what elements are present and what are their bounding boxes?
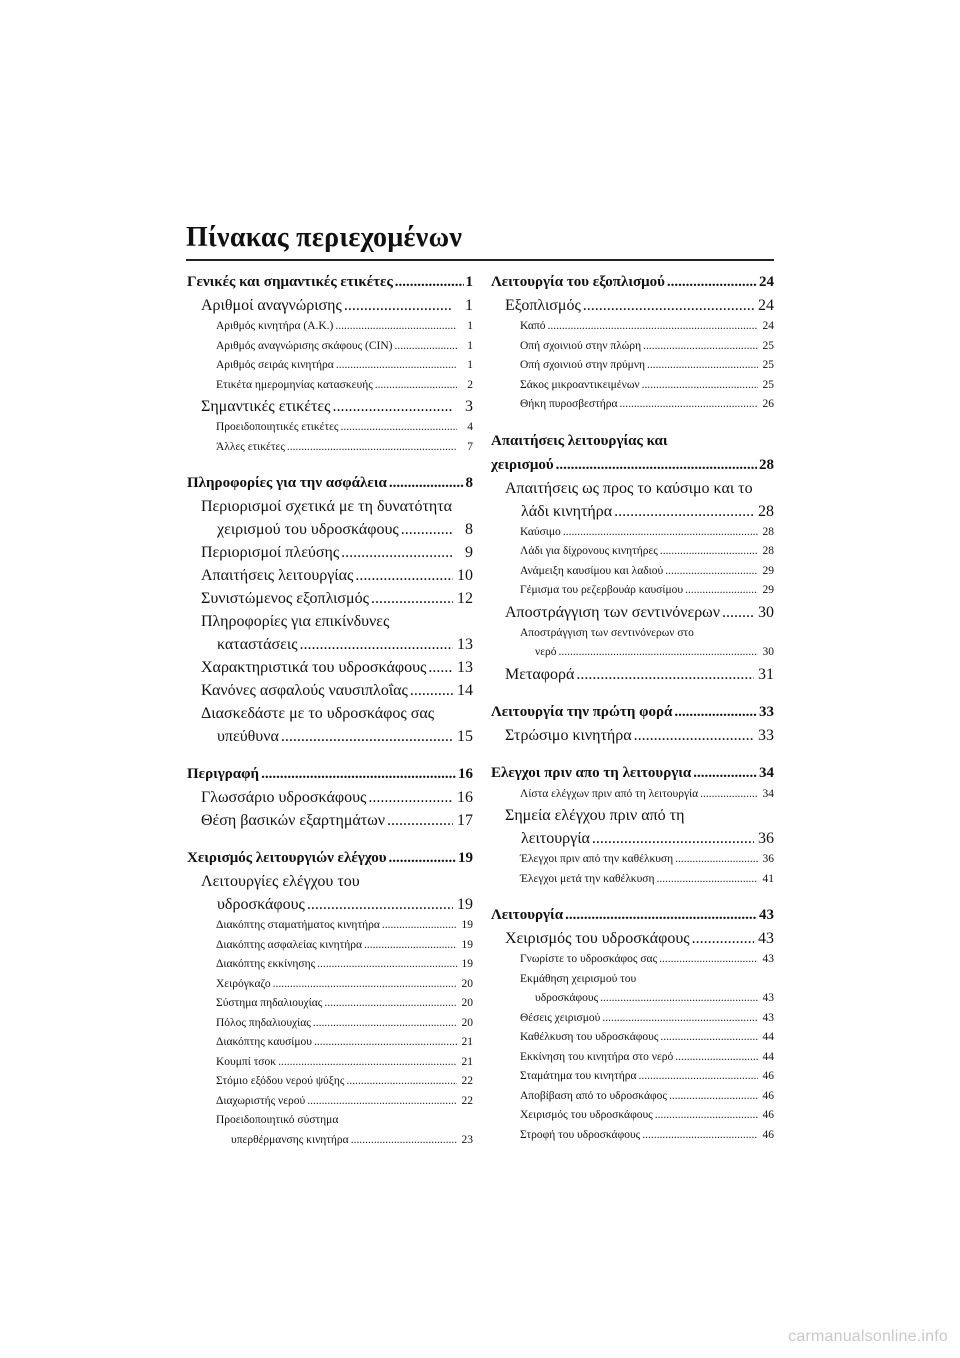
toc-page-number: 28	[759, 456, 774, 473]
dot-leader	[307, 1092, 457, 1112]
toc-entry[interactable]	[187, 916, 473, 936]
toc-entry-title: Θέσεις χειρισμού	[520, 1011, 601, 1024]
dot-leader	[324, 994, 457, 1014]
dot-leader	[389, 471, 464, 495]
dot-leader	[335, 317, 457, 337]
dot-leader	[344, 294, 453, 317]
toc-entry[interactable]	[491, 989, 774, 1009]
toc-page-number: 43	[762, 992, 774, 1004]
dot-leader	[428, 656, 453, 679]
dot-leader	[655, 1106, 758, 1126]
toc-entry-title: Εξοπλισμός	[505, 297, 581, 314]
toc-page-number: 46	[762, 1089, 774, 1102]
toc-entry[interactable]	[187, 633, 473, 656]
toc-page-number: 34	[762, 787, 774, 800]
toc-page-number: 43	[762, 953, 774, 965]
toc-page-number: 28	[758, 502, 774, 520]
toc-entry[interactable]	[491, 761, 774, 785]
dot-leader	[341, 418, 458, 438]
toc-page-number: 26	[762, 398, 774, 410]
dot-leader	[341, 541, 453, 564]
toc-entry[interactable]	[491, 870, 774, 890]
dot-leader	[700, 785, 758, 805]
dot-leader	[675, 1048, 758, 1068]
toc-entry-title: Θήκη πυροσβεστήρα	[520, 398, 618, 410]
toc-entry[interactable]	[491, 376, 774, 396]
toc-entry-heading[interactable]: Διασκεδάστε με το υδροσκάφος σας	[201, 705, 435, 722]
toc-entry-title: Μεταφορά	[505, 665, 575, 683]
dot-leader	[395, 270, 464, 294]
dot-leader	[614, 500, 754, 523]
dot-leader	[619, 395, 758, 415]
toc-entry-title: Χαρακτηριστικά του υδροσκάφους	[201, 659, 427, 676]
dot-leader	[281, 725, 453, 748]
toc-page-number: 28	[762, 525, 774, 538]
toc-entry[interactable]	[491, 601, 774, 624]
toc-entry-title: Οπή σχοινιού στην πλώρη	[520, 339, 642, 352]
toc-section	[187, 471, 473, 748]
toc-page-number: 25	[762, 378, 774, 391]
toc-entry[interactable]	[491, 317, 774, 337]
toc-page-number: 16	[457, 789, 473, 806]
toc-entry-title: Συνιστώμενος εξοπλισμός	[201, 590, 369, 607]
dot-leader	[346, 1072, 457, 1092]
toc-page-number: 33	[758, 726, 774, 744]
toc-entry-heading[interactable]: Πληροφορίες για επικίνδυνες	[201, 613, 390, 630]
dot-leader	[685, 581, 758, 601]
dot-leader	[669, 1087, 758, 1107]
toc-entry-heading[interactable]: Απαιτήσεις ως προς το καύσιμο και το	[505, 479, 753, 497]
dot-leader	[278, 1053, 457, 1073]
toc-page-number: 21	[461, 1036, 473, 1048]
toc-entry[interactable]	[187, 1014, 473, 1034]
dot-leader	[602, 1009, 758, 1029]
toc-entry[interactable]	[491, 337, 774, 357]
toc-page-number: 30	[762, 646, 774, 658]
toc-entry-title: Στροφή του υδροσκάφους	[520, 1128, 641, 1141]
toc-page-number: 17	[457, 812, 473, 829]
dot-leader	[287, 438, 457, 458]
toc-page-number: 25	[762, 359, 774, 371]
toc-entry-title: Κουμπί τσοκ	[216, 1055, 277, 1068]
toc-entry[interactable]	[187, 1131, 473, 1151]
toc-page-number: 19	[458, 850, 473, 866]
toc-column-left	[187, 270, 473, 1164]
toc-page-number: 14	[457, 682, 473, 699]
toc-entry[interactable]	[187, 1092, 473, 1112]
toc-page-number: 1	[467, 320, 473, 332]
toc-entry[interactable]	[491, 453, 774, 477]
toc-entry[interactable]	[491, 1087, 774, 1107]
toc-page-number: 31	[758, 665, 774, 683]
dot-leader	[375, 376, 457, 396]
toc-page-number: 46	[762, 1070, 774, 1082]
toc-entry-title: Έλεγχοι μετά την καθέλκυση	[520, 872, 655, 885]
toc-page-number: 19	[457, 896, 473, 913]
dot-leader	[300, 633, 453, 656]
toc-entry-title: Κανόνες ασφαλούς ναυσιπλοΐας	[201, 682, 408, 699]
dot-leader	[665, 562, 758, 582]
toc-entry[interactable]	[491, 903, 774, 927]
toc-page-number: 13	[457, 636, 473, 653]
toc-page-number: 22	[461, 1094, 473, 1107]
toc-entry[interactable]	[491, 500, 774, 523]
toc-page-number: 15	[457, 728, 473, 745]
dot-leader	[317, 955, 457, 975]
toc-page-number: 23	[461, 1133, 473, 1146]
toc-entry-title: Άλλες ετικέτες	[216, 440, 285, 453]
toc-entry-title: υπερθέρμανσης κινητήρα	[231, 1133, 349, 1146]
toc-entry[interactable]	[187, 395, 473, 418]
toc-entry-heading[interactable]: Απαιτήσεις λειτουργίας και	[491, 432, 668, 449]
toc-entry[interactable]	[491, 927, 774, 950]
toc-section	[187, 762, 473, 832]
toc-entry-title: Καύσιμο	[520, 525, 561, 538]
dot-leader	[556, 453, 757, 477]
dot-leader	[410, 679, 453, 702]
dot-leader	[387, 809, 453, 832]
toc-entry-title: Πόλος πηδαλιουχίας	[216, 1016, 311, 1029]
dot-leader	[559, 643, 758, 663]
toc-entry-title: Λίστα ελέγχων πριν από τη λειτουργία	[520, 787, 699, 800]
toc-entry[interactable]	[491, 562, 774, 582]
dot-leader	[389, 846, 456, 870]
toc-entry-title: Διαχωριστής νερού	[216, 1094, 306, 1107]
toc-entry-title: Οπή σχοινιού στην πρύμνη	[520, 359, 646, 371]
toc-entry[interactable]	[187, 317, 473, 337]
dot-leader	[307, 893, 453, 916]
toc-entry-title: Διακόπτης εκκίνησης	[216, 958, 316, 970]
toc-entry-title: Λάδι για δίχρονους κινητήρες	[520, 545, 658, 557]
dot-leader	[563, 523, 758, 543]
dot-leader	[261, 762, 456, 786]
toc-entry-title: Γλωσσάριο υδροσκάφους	[201, 789, 367, 806]
dot-leader	[355, 564, 453, 587]
toc-page-number: 29	[762, 564, 774, 577]
toc-page-number: 13	[457, 659, 473, 676]
dot-leader	[600, 989, 758, 1009]
toc-page-number: 16	[458, 766, 473, 782]
dot-leader	[674, 700, 757, 724]
toc-entry[interactable]	[187, 762, 473, 786]
dot-leader	[642, 1126, 758, 1146]
toc-entry[interactable]	[187, 725, 473, 748]
toc-section	[491, 700, 774, 747]
dot-leader	[313, 1014, 457, 1034]
toc-section	[491, 429, 774, 686]
toc-entry[interactable]	[491, 950, 774, 970]
toc-entry-title: Προειδοποιητικές ετικέτες	[216, 421, 339, 433]
toc-entry[interactable]	[187, 846, 473, 870]
toc-entry-title: Έλεγχοι πριν από την καθέλκυση	[520, 853, 674, 865]
toc-page-number: 20	[461, 977, 473, 990]
toc-entry[interactable]	[491, 294, 774, 317]
toc-page-number: 41	[762, 872, 774, 885]
dot-leader	[638, 1067, 758, 1087]
toc-entry-title: Αριθμός κινητήρα (Α.Κ.)	[216, 320, 334, 332]
toc-entry[interactable]	[187, 270, 473, 294]
toc-section	[491, 761, 774, 890]
toc-entry-heading[interactable]: Προειδοποιητικό σύστημα	[216, 1114, 339, 1126]
toc-entry[interactable]	[491, 1048, 774, 1068]
toc-entry-title: Διακόπτης καυσίμου	[216, 1036, 312, 1048]
toc-page-number: 46	[762, 1128, 774, 1141]
toc-entry[interactable]	[187, 356, 473, 376]
toc-page-number: 2	[467, 378, 473, 391]
toc-entry-title: Περιορισμοί πλεύσης	[201, 544, 340, 561]
toc-entry[interactable]	[187, 541, 473, 564]
toc-entry-title: Χειρόγκαζο	[216, 977, 271, 990]
toc-entry[interactable]	[491, 850, 774, 870]
toc-entry-title: Σημαντικές ετικέτες	[201, 398, 331, 415]
toc-entry-title: Γενικές και σημαντικές ετικέτες	[187, 274, 393, 290]
toc-page-number: 25	[762, 339, 774, 352]
dot-leader	[634, 724, 754, 747]
dot-leader	[565, 903, 757, 927]
toc-entry[interactable]	[491, 581, 774, 601]
dot-leader	[314, 1033, 457, 1053]
toc-entry[interactable]	[187, 294, 473, 317]
toc-page-number: 33	[759, 703, 774, 720]
toc-page-number: 1	[465, 297, 473, 314]
toc-entry[interactable]	[187, 587, 473, 610]
toc-page-number: 43	[758, 930, 774, 947]
dot-leader	[576, 663, 754, 686]
toc-section	[491, 903, 774, 1145]
toc-entry[interactable]	[187, 376, 473, 396]
dot-leader	[642, 376, 758, 396]
dot-leader	[332, 395, 453, 418]
toc-entry[interactable]	[187, 518, 473, 541]
toc-entry-title: Σάκος μικροαντικειμένων	[520, 378, 640, 391]
toc-page-number: 1	[467, 359, 473, 371]
toc-entry[interactable]	[491, 700, 774, 724]
toc-section	[187, 270, 473, 457]
toc-entry-title: Ελεγχοι πριν απο τη λειτουργια	[491, 764, 692, 781]
toc-entry[interactable]	[491, 827, 774, 850]
toc-entry-title: Αριθμός σειράς κινητήρα	[216, 359, 334, 371]
dot-leader	[647, 356, 758, 376]
toc-entry[interactable]	[491, 542, 774, 562]
toc-entry-title: νερό	[535, 646, 557, 658]
toc-entry[interactable]	[187, 337, 473, 357]
toc-entry[interactable]	[491, 1028, 774, 1048]
dot-leader	[643, 337, 758, 357]
watermark: carmanualsonline.info	[788, 1328, 948, 1345]
dot-leader	[675, 850, 758, 870]
dot-leader	[583, 294, 754, 317]
toc-entry[interactable]	[491, 356, 774, 376]
toc-entry[interactable]	[187, 679, 473, 702]
title-rule	[186, 259, 774, 261]
toc-page-number: 46	[762, 1109, 774, 1121]
toc-entry-heading[interactable]: Σημεία ελέγχου πριν από τη	[505, 807, 685, 824]
toc-page-number: 8	[465, 521, 473, 538]
toc-entry[interactable]	[187, 975, 473, 995]
toc-entry-title: Στρώσιμο κινητήρα	[505, 726, 632, 744]
toc-entry[interactable]	[491, 785, 774, 805]
toc-entry-title: λάδι κινητήρα	[521, 502, 613, 520]
dot-leader	[401, 518, 453, 541]
dot-leader	[336, 356, 457, 376]
toc-entry[interactable]	[187, 994, 473, 1014]
toc-entry-title: Περιγραφή	[187, 766, 260, 782]
toc-entry-heading[interactable]: Αποστράγγιση των σεντινόνερων στο	[520, 626, 694, 639]
toc-page-number: 34	[759, 764, 774, 781]
toc-entry[interactable]	[491, 270, 774, 294]
toc-page-number: 43	[762, 1011, 774, 1024]
toc-entry-title: Γέμισμα του ρεζερβουάρ καυσίμου	[520, 584, 684, 596]
toc-entry-title: Αποστράγγιση των σεντινόνερων	[505, 603, 720, 621]
toc-entry-title: Καθέλκυση του υδροσκάφους	[520, 1031, 659, 1043]
toc-page-number: 36	[762, 853, 774, 865]
toc-entry[interactable]	[187, 936, 473, 956]
toc-entry-title: υδροσκάφους	[535, 992, 599, 1004]
toc-entry[interactable]	[187, 1053, 473, 1073]
toc-entry-title: Απαιτήσεις λειτουργίας	[201, 567, 354, 584]
toc-page-number: 20	[461, 997, 473, 1009]
toc-entry-title: Λειτουργία του εξοπλισμού	[491, 274, 665, 290]
toc-entry[interactable]	[491, 1126, 774, 1146]
toc-page-number: 19	[461, 938, 473, 951]
toc-entry[interactable]	[491, 724, 774, 747]
toc-entry[interactable]	[491, 1009, 774, 1029]
toc-entry[interactable]	[491, 1106, 774, 1126]
toc-page-number: 28	[762, 545, 774, 557]
toc-section	[187, 846, 473, 1150]
toc-entry[interactable]	[187, 418, 473, 438]
dot-leader	[722, 601, 754, 624]
toc-entry-title: Θέση βασικών εξαρτημάτων	[201, 812, 385, 829]
toc-entry-title: Λειτουργία την πρώτη φορά	[491, 703, 673, 720]
dot-leader	[667, 270, 757, 294]
toc-entry-title: Χειρισμός του υδροσκάφους	[520, 1109, 653, 1121]
page-title: Πίνακας περιεχομένων	[186, 222, 463, 253]
dot-leader	[364, 936, 457, 956]
toc-page-number: 24	[758, 297, 774, 314]
toc-entry-heading[interactable]: Λειτουργίες ελέγχου του	[201, 873, 360, 890]
toc-entry[interactable]	[187, 1033, 473, 1053]
toc-entry-title: χειρισμού του υδροσκάφους	[217, 521, 399, 538]
toc-entry-title: Ανάμειξη καυσίμου και λαδιού	[520, 564, 664, 577]
toc-page-number: 1	[467, 339, 473, 352]
toc-entry-title: Σύστημα πηδαλιουχίας	[216, 997, 323, 1009]
toc-entry-title: Στόμιο εξόδου νερού ψύξης	[216, 1075, 345, 1087]
toc-page-number: 36	[758, 830, 774, 847]
toc-entry-title: χειρισμού	[491, 456, 554, 473]
toc-entry[interactable]	[187, 438, 473, 458]
toc-entry[interactable]	[491, 395, 774, 415]
toc-page-number: 8	[465, 475, 473, 491]
toc-entry[interactable]	[187, 471, 473, 495]
dot-leader	[394, 337, 457, 357]
dot-leader	[273, 975, 457, 995]
toc-page-number: 22	[461, 1075, 473, 1087]
toc-page-number: 30	[758, 603, 774, 621]
toc-entry-title: Χειρισμός λειτουργιών ελέγχου	[187, 850, 387, 866]
toc-page-number: 21	[461, 1055, 473, 1068]
toc-entry[interactable]	[187, 893, 473, 916]
toc-entry[interactable]	[491, 1067, 774, 1087]
toc-page-number: 24	[759, 274, 774, 290]
toc-entry-title: Διακόπτης σταματήματος κινητήρα	[216, 919, 380, 931]
dot-leader	[693, 761, 757, 785]
toc-entry[interactable]	[187, 656, 473, 679]
toc-entry[interactable]	[491, 643, 774, 663]
dot-leader	[371, 587, 453, 610]
dot-leader	[660, 1028, 758, 1048]
toc-section	[491, 270, 774, 415]
toc-page-number: 44	[762, 1031, 774, 1043]
toc-entry-title: Σταμάτημα του κινητήρα	[520, 1070, 637, 1082]
toc-page-number: 4	[467, 421, 473, 433]
dot-leader	[660, 542, 758, 562]
dot-leader	[351, 1131, 457, 1151]
toc-page-number: 1	[465, 274, 473, 290]
toc-page-number: 3	[465, 398, 473, 415]
toc-entry-title: υδροσκάφους	[217, 896, 305, 913]
toc-entry-title: Αριθμοί αναγνώρισης	[201, 297, 342, 314]
toc-entry-title: καταστάσεις	[217, 636, 298, 653]
dot-leader	[659, 950, 758, 970]
toc-page-number: 19	[461, 958, 473, 970]
toc-entry-title: Πληροφορίες για την ασφάλεια	[187, 475, 387, 491]
toc-entry-title: Χειρισμός του υδροσκάφους	[505, 930, 690, 947]
toc-entry-title: Καπό	[520, 320, 546, 332]
toc-entry-heading[interactable]: Περιορισμοί σχετικά με τη δυνατότητα	[201, 498, 453, 515]
dot-leader	[592, 827, 754, 850]
toc-page-number: 44	[762, 1050, 774, 1063]
toc-page-number: 19	[461, 919, 473, 931]
toc-page-number: 24	[762, 320, 774, 332]
toc-page-number: 43	[759, 907, 774, 923]
toc-entry[interactable]	[187, 955, 473, 975]
toc-entry-title: Γνωρίστε το υδροσκάφος σας	[520, 953, 658, 965]
toc-entry[interactable]	[491, 523, 774, 543]
toc-page-number: 29	[762, 584, 774, 596]
toc-entry-title: Εκκίνηση του κινητήρα στο νερό	[520, 1050, 674, 1063]
dot-leader	[382, 916, 457, 936]
dot-leader	[692, 927, 754, 950]
toc-entry-title: λειτουργία	[521, 830, 590, 847]
toc-page-number: 20	[461, 1016, 473, 1029]
toc-entry[interactable]	[187, 786, 473, 809]
toc-column-right	[491, 270, 774, 1159]
toc-entry-title: υπεύθυνα	[217, 728, 279, 745]
toc-entry-title: Αποβίβαση από το υδροσκάφος	[520, 1089, 667, 1102]
toc-entry-title: Αριθμός αναγνώρισης σκάφους (CIN)	[216, 339, 393, 352]
toc-entry-title: Ετικέτα ημερομηνίας κατασκευής	[216, 378, 373, 391]
toc-page-number: 9	[465, 544, 473, 561]
dot-leader	[547, 317, 758, 337]
toc-page-number: 7	[467, 440, 473, 453]
toc-entry-title: Διακόπτης ασφαλείας κινητήρα	[216, 938, 363, 951]
toc-entry[interactable]	[491, 663, 774, 686]
dot-leader	[657, 870, 759, 890]
toc-entry[interactable]	[187, 1072, 473, 1092]
toc-entry[interactable]	[187, 564, 473, 587]
toc-page-number: 12	[457, 590, 473, 607]
toc-page-number: 10	[457, 567, 473, 584]
dot-leader	[368, 786, 453, 809]
toc-entry-title: Λειτουργία	[491, 907, 564, 923]
toc-entry[interactable]	[187, 809, 473, 832]
toc-entry-heading[interactable]: Εκμάθηση χειρισμού του	[520, 972, 637, 985]
